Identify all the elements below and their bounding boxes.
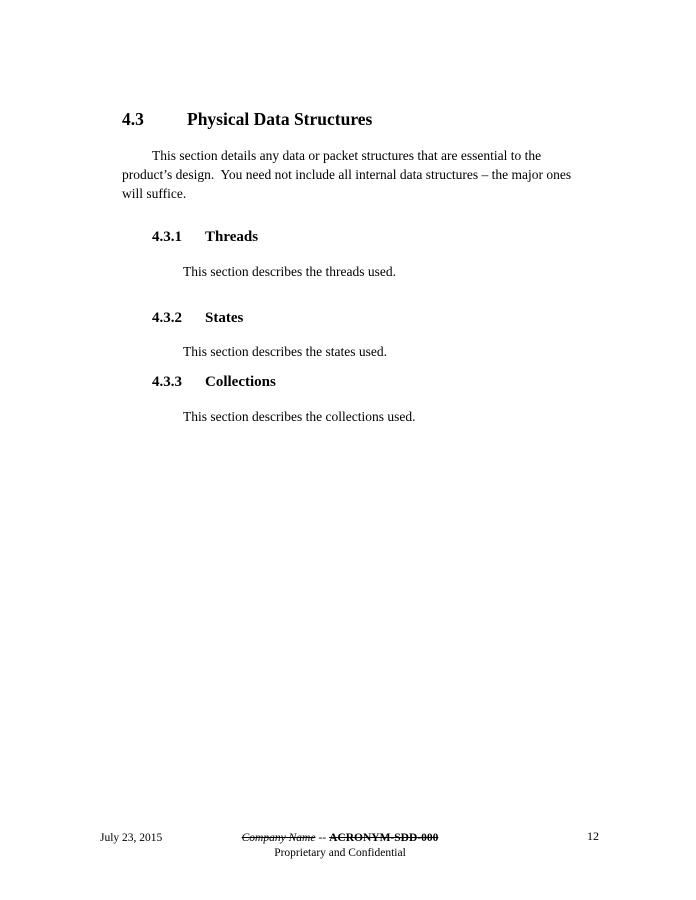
subsection-number: 4.3.2 (152, 310, 182, 326)
footer-center (242, 831, 439, 861)
subsection-title: Collections (205, 374, 276, 390)
subsection-body-states: This section describes the states used. (183, 344, 387, 359)
section-heading (122, 109, 372, 130)
subsection-number: 4.3.1 (152, 229, 182, 245)
page-number: 12 (587, 829, 599, 843)
subsection-number: 4.3.3 (152, 374, 182, 390)
subsection-heading-threads (152, 229, 258, 246)
footer-separator: -- (318, 832, 327, 844)
subsection-heading-collections (152, 374, 276, 391)
subsection-title: States (205, 310, 244, 326)
subsection-heading-states (152, 310, 243, 327)
subsection-body-threads: This section describes the threads used. (183, 264, 396, 279)
subsection-body-collections: This section describes the collections used. (183, 409, 416, 424)
footer-confidentiality: Proprietary and Confidential (274, 847, 406, 859)
footer-document-line (242, 831, 439, 846)
subsection-title: Threads (205, 229, 259, 245)
footer-document-id: ACRONYM-SDD-000 (329, 832, 439, 844)
section-number: 4.3 (122, 109, 144, 129)
section-title: Physical Data Structures (187, 109, 373, 129)
footer-company-name: Company Name (241, 832, 316, 844)
section-body-paragraph: This section details any data or packet structures that are essential to the product’s design. You need not include all internal data structures – the major ones will suffice. (122, 148, 575, 201)
footer-date: July 23, 2015 (100, 832, 163, 844)
